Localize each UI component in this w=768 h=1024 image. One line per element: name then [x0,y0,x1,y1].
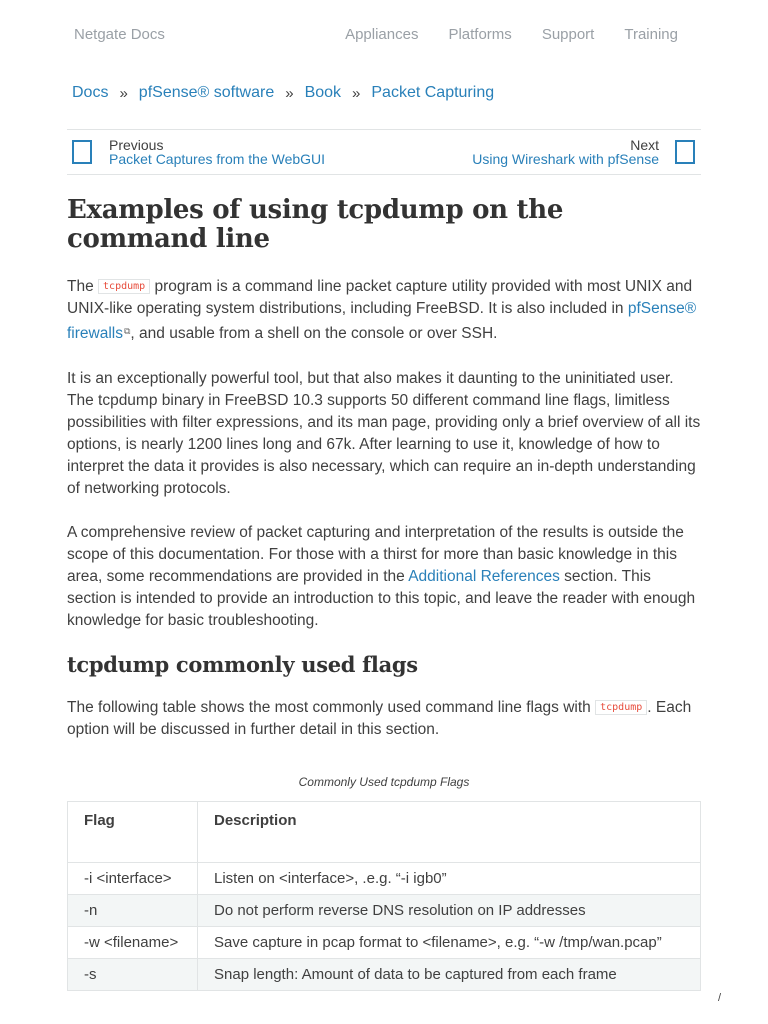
text: The following table shows the most commonly used command line flags with [67,699,591,716]
section-paragraph [67,697,703,741]
next-label: Next [630,137,659,153]
section-title: tcpdump commonly used flags [67,652,418,677]
nav-link-platforms[interactable]: Platforms [448,26,512,43]
text: program is a command line packet capture utility provided with most UNIX and UNIX-like operating system distributions, including FreeBSD. It is also included in [67,278,693,317]
text: The [67,278,94,295]
table-caption: Commonly Used tcpdump Flags [298,775,470,789]
flag-cell: -w <filename> [68,927,198,959]
breadcrumb-book[interactable]: Book [304,84,342,101]
previous-page-title[interactable]: Packet Captures from the WebGUI [109,151,326,167]
breadcrumb-separator: » [352,84,361,102]
previous-page-icon[interactable] [72,140,92,164]
text: . Each option will be discussed in further detail in this section. [67,699,692,738]
next-page-title[interactable]: Using Wireshark with pfSense [472,151,659,167]
breadcrumb-docs[interactable]: Docs [72,84,109,101]
breadcrumb [72,84,494,102]
description-cell: Save capture in pcap format to <filename>, e.g. “-w /tmp/wan.pcap” [198,927,701,959]
next-page-icon[interactable] [675,140,695,164]
table-row [68,959,701,991]
header-flag: Flag [68,802,198,863]
text: section. This section is intended to provide an introduction to this topic, and leave the reader with enough knowledge for basic troubleshooting. [67,568,696,629]
nav-links [345,26,678,43]
flags-table [67,801,701,991]
intro-paragraph-3 [67,522,703,632]
breadcrumb-separator: » [119,84,128,102]
additional-references-link[interactable]: Additional References [408,568,560,585]
inline-code-tcpdump: tcpdump [98,279,150,294]
flag-cell: -s [68,959,198,991]
intro-paragraph-1 [67,276,703,345]
brand-link[interactable]: Netgate Docs [74,26,165,43]
description-cell: Snap length: Amount of data to be captured from each frame [198,959,701,991]
table-row [68,863,701,895]
nav-link-support[interactable]: Support [541,26,595,43]
previous-page-link[interactable] [109,138,325,166]
nav-link-training[interactable]: Training [624,26,678,43]
table-header-row [68,802,701,863]
pfsense-firewalls-link[interactable]: pfSense® firewalls [67,300,697,342]
breadcrumb-pfsense-software[interactable]: pfSense® software [138,84,275,101]
external-link-icon: ⧉ [123,326,131,336]
table-row [68,927,701,959]
page-title: Examples of using tcpdump on the command line [67,195,564,254]
page-navigation [67,129,701,175]
description-cell: Listen on <interface>, .e.g. “-i igb0” [198,863,701,895]
inline-code-tcpdump: tcpdump [595,700,647,715]
header-description: Description [198,802,701,863]
next-page-link[interactable] [472,138,659,166]
previous-label: Previous [109,137,164,153]
flag-cell: -i <interface> [68,863,198,895]
text: A comprehensive review of packet capturing and interpretation of the results is outside the scope of this documentation. For those with a thirst for more than basic knowledge in this area, some recommendations are provided in the [67,524,684,585]
description-cell: Do not perform reverse DNS resolution on IP addresses [198,895,701,927]
intro-paragraph-2: It is an exceptionally powerful tool, but that also makes it daunting to the uninitiated user. The tcpdump binary in FreeBSD 10.3 supports 50 different command line flags, limitless possibilities with filter expressions, and its man page, providing only a brief overview of all its options, is nearly 1200 lines long and 67k. After learning to use it, knowledge of how to interpret the data it provides is also necessary, which can require an in-depth understanding of networking protocols. [67,370,701,497]
flag-cell: -n [68,895,198,927]
breadcrumb-separator: » [285,84,294,102]
breadcrumb-packet-capturing[interactable]: Packet Capturing [371,84,495,101]
text: , and usable from a shell on the console or over SSH. [130,325,498,342]
top-navigation [0,0,768,70]
nav-link-appliances[interactable]: Appliances [345,26,419,43]
table-row [68,895,701,927]
page-mark: / [718,992,722,1004]
